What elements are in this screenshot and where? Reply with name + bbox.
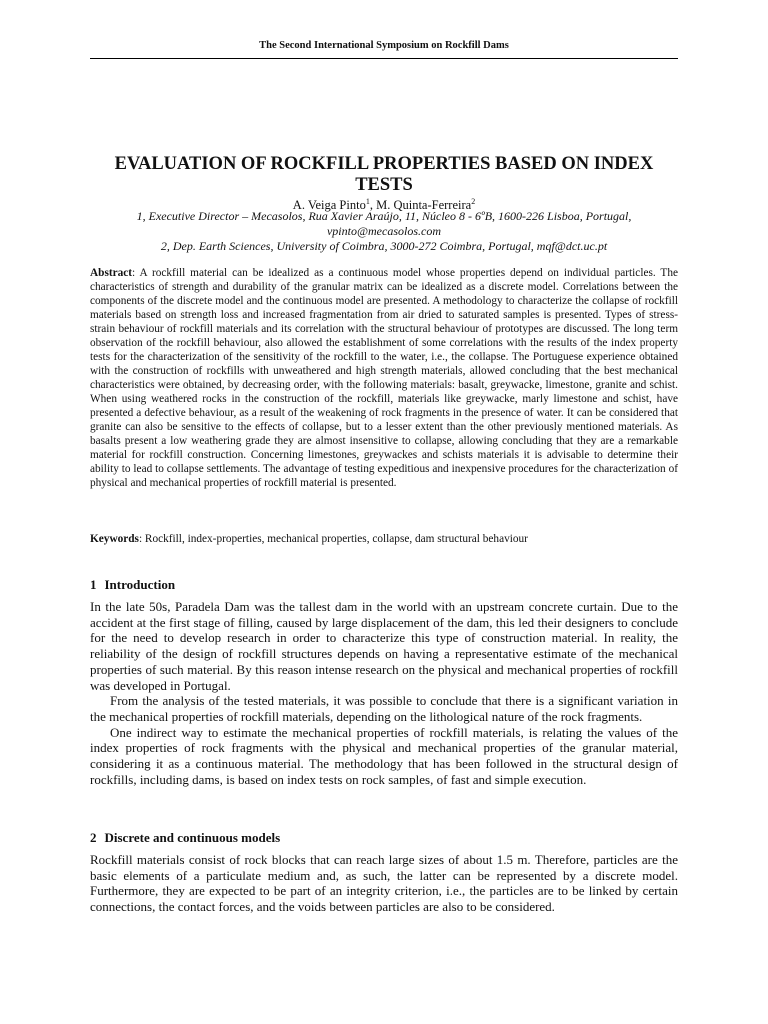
keywords-label: Keywords — [90, 533, 139, 545]
section-title: Discrete and continuous models — [104, 830, 281, 845]
section-body-introduction — [90, 599, 678, 787]
paper-title-line-2: TESTS — [355, 175, 413, 195]
author-name: A. Veiga Pinto — [292, 198, 366, 213]
body-paragraph: In the late 50s, Paradela Dam was the tallest dam in the world with an upstream concrete curtain. Due to the accident at the first stage of filling, caused by large displacement of the dam, this led their designers to conclude for the need to develop research in order to characterize this type of construction material. In reality, the reliability of the design of rockfill structures depends on having a representative estimate of the mechanical properties of such material. By this reason intense research on the physical and mechanical properties of rockfill was developed in Portugal. — [90, 599, 678, 693]
affiliation-email-1: vpinto@mecasolos.com — [326, 224, 442, 238]
author-affiliation-mark: 2 — [471, 197, 476, 206]
abstract — [90, 266, 678, 490]
paper-title — [90, 154, 678, 196]
section-heading-introduction — [90, 577, 678, 593]
affiliation-line-1: 1, Executive Director – Mecasolos, Rua Xavier Araújo, 11, Núcleo 8 - 6ºB, 1600-226 Lisboa, Portugal, — [136, 209, 632, 223]
author-name: M. Quinta-Ferreira — [376, 198, 472, 213]
body-paragraph: One indirect way to estimate the mechanical properties of rockfill materials, is relating the values of the index properties of rock fragments with the physical and mechanical properties of the granular material, considering it as a continuous material. The methodology that has been followed in the structural design of rockfills, including dams, is based on index tests on rock samples, of fast and simple execution. — [90, 724, 678, 787]
body-paragraph: Rockfill materials consist of rock blocks that can reach large sizes of about 1.5 m. Therefore, particles are the basic elements of a particulate medium and, as such, the latter can be represented by a discrete model. Furthermore, they are expected to be part of an integrity criterion, i.e., the particles are to be linked by certain connections, the contact forces, and the voids between particles are also to be considered. — [90, 852, 678, 915]
abstract-text: : A rockfill material can be idealized as a continuous model whose properties depend on individual particles. The characteristics of strength and durability of the granular matrix can be idealized as a discrete model. Correlations between the components of the discrete model and the continuous model are presented. A methodology to characterize the collapse of rockfill materials based on strength loss and increased fragmentation from air dried to saturated samples is presented. Types of stress-strain behaviour of rockfill materials and its correlation with the structural behaviour of prototypes are discussed. The long term observation of the rockfill behaviour, also allowed the establishment of some correlations with the results of the index property tests for the characterization of the sensitivity of the rockfill to the water, i.e., the collapse. The Portuguese experience obtained with the construction of rockfills with unweathered and high strength materials, allowed concluding that the best mechanical characteristics were obtained, by decreasing order, with the following materials: basalt, greywacke, limestone, granite and schist. When using weathered rocks in the construction of the rockfill, materials like greywacke, marly limestone and schist, have presented a defective behaviour, as a result of the weakening of rock fragments in the presence of water. It can be considered that granite can also be sensitive to the effects of collapse, but to a lesser extent than the other previously mentioned materials. As basalts present a low weathering grade they are almost insensitive to collapse, allowing concluding that they are a remarkable material for rockfill construction. Concerning limestones, greywackes and schists materials it is advisable to determine their ability to lead to collapse settlements. The advantage of testing expeditious and inexpensive procedures for the characterization of physical and mechanical properties of rockfill material is presented. — [90, 267, 678, 490]
section-number: 1 — [90, 577, 97, 592]
section-body-discrete-continuous — [90, 852, 678, 915]
header-rule — [90, 58, 678, 59]
keywords — [90, 532, 678, 546]
author-affiliation-mark: 1 — [365, 197, 370, 206]
affiliation-line-2: 2, Dep. Earth Sciences, University of Coimbra, 3000-272 Coimbra, Portugal, mqf@dct.uc.pt — [160, 239, 608, 253]
section-heading-discrete-continuous — [90, 830, 678, 846]
running-header: The Second International Symposium on Rockfill Dams — [259, 40, 509, 51]
section-title: Introduction — [104, 577, 176, 592]
paper-title-line-1: EVALUATION OF ROCKFILL PROPERTIES BASED ON INDEX — [114, 154, 654, 174]
body-paragraph: From the analysis of the tested materials, it was possible to conclude that there is a significant variation in the mechanical properties of rockfill materials, depending on the lithological nature of the rock fragments. — [90, 693, 678, 724]
author-separator: , — [369, 198, 377, 213]
section-number: 2 — [90, 830, 97, 845]
abstract-label: Abstract — [90, 267, 133, 279]
keywords-text: : Rockfill, index-properties, mechanical properties, collapse, dam structural behaviour — [138, 533, 528, 545]
